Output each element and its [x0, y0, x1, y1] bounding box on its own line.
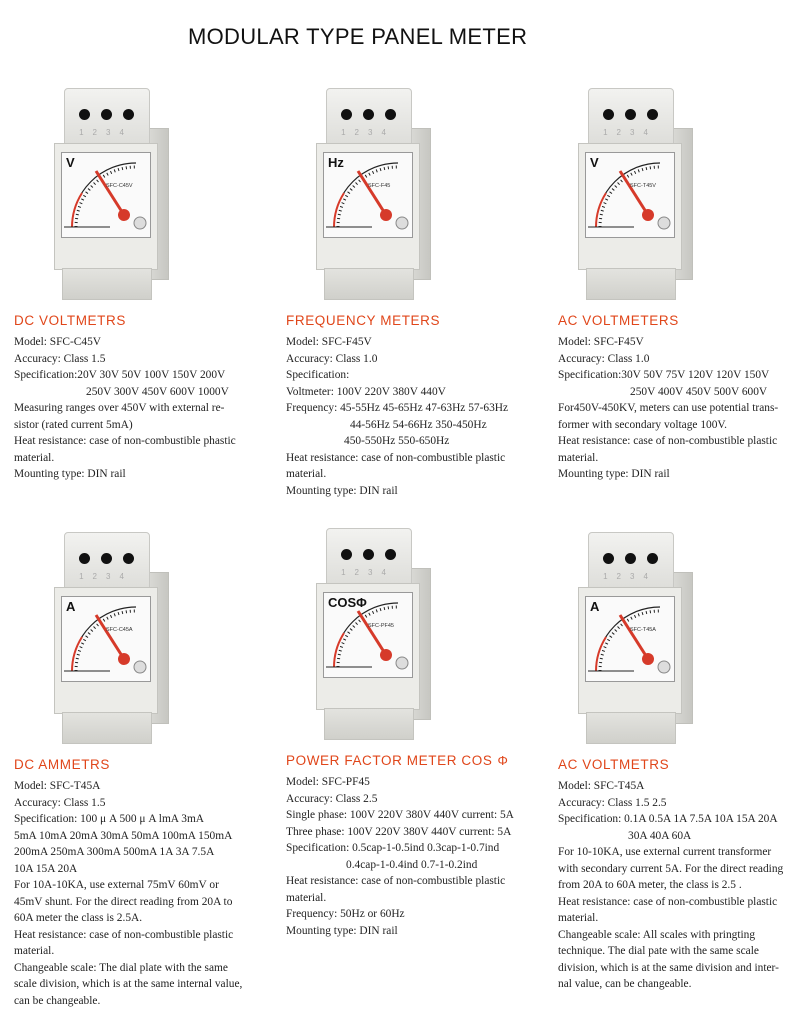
- terminal-numbers: 1234: [603, 128, 657, 137]
- description-line: Heat resistance: case of non-combustible plastic: [286, 451, 506, 464]
- description-line: For450V-450KV, meters can use potential trans-: [558, 402, 779, 414]
- dial-unit-symbol: A: [590, 599, 600, 614]
- product-card: [14, 532, 264, 1009]
- dial-model-label: SFC-T45V: [630, 183, 656, 189]
- terminal-screw: [123, 553, 134, 564]
- dial-model-label: SFC-C45A: [106, 627, 133, 633]
- terminal-screw: [341, 549, 352, 560]
- product-card: [286, 88, 536, 499]
- terminal-screw: [647, 553, 658, 564]
- product-description: [558, 778, 800, 993]
- product-heading: [558, 757, 800, 772]
- meter-dial: [61, 596, 151, 682]
- description-line: Model: SFC-C45V: [14, 336, 102, 348]
- description-line: Heat resistance: case of non-combustible phastic: [14, 435, 236, 447]
- dial-unit-symbol: COSΦ: [328, 595, 367, 610]
- terminal-screw: [79, 553, 90, 564]
- product-heading: [286, 313, 536, 328]
- description-line: Mounting type: DIN rail: [14, 468, 126, 480]
- meter-body: [54, 587, 158, 714]
- meter-terminal-block: [326, 88, 412, 150]
- description-line: Specification: 0.5cap-1-0.5ind 0.3cap-1-0.7ind: [286, 842, 500, 854]
- product-heading: [14, 313, 264, 328]
- description-line: Mounting type: DIN rail: [558, 468, 670, 480]
- description-line: Three phase: 100V 220V 380V 440V current: 5A: [286, 825, 512, 838]
- meter-image: [316, 88, 431, 303]
- description-line: 250V 400V 450V 500V 600V: [630, 385, 768, 398]
- meter-terminal-block: [64, 88, 150, 150]
- terminal-screw: [603, 109, 614, 120]
- description-line: Accuracy: Class 1.5: [14, 796, 106, 809]
- description-line: 450-550Hz 550-650Hz: [344, 435, 450, 447]
- terminal-screw: [79, 109, 90, 120]
- dial-unit-symbol: Hz: [328, 155, 344, 170]
- description-line: from 20A to 60A meter, the class is 2.5 .: [558, 879, 742, 891]
- product-heading-text: DC VOLTMETRS: [14, 313, 126, 328]
- description-line: Mounting type: DIN rail: [286, 484, 398, 497]
- description-line: 0.4cap-1-0.4ind 0.7-1-0.2ind: [346, 858, 478, 871]
- meter-body: [54, 143, 158, 270]
- phi-symbol: Φ: [497, 753, 509, 768]
- description-line: Heat resistance: case of non-combustible plastic: [14, 928, 234, 941]
- meter-body: [316, 583, 420, 710]
- description-line: 10A 15A 20A: [14, 862, 78, 875]
- description-line: Accuracy: Class 1.0: [558, 352, 650, 365]
- description-line: with secondary current 5A. For the direct reading: [558, 862, 784, 875]
- description-line: Heat resistance: case of non-combustible plastic: [558, 895, 778, 908]
- meter-din-clip: [62, 268, 152, 300]
- description-line: Model: SFC-F45V: [286, 336, 372, 348]
- page-title: MODULAR TYPE PANEL METER: [188, 24, 528, 49]
- description-line: material.: [558, 451, 599, 464]
- description-line: 60A meter the class is 2.5A.: [14, 912, 143, 924]
- dial-model-label: SFC-C45V: [106, 183, 133, 189]
- terminal-screw: [363, 549, 374, 560]
- terminal-screw: [625, 553, 636, 564]
- terminal-numbers: 1234: [341, 568, 395, 577]
- description-line: can be changeable.: [14, 994, 101, 1007]
- terminal-screw: [363, 109, 374, 120]
- meter-din-clip: [586, 268, 676, 300]
- description-line: Specification: 0.1A 0.5A 1A 7.5A 10A 15A 20A: [558, 813, 778, 825]
- description-line: Voltmeter: 100V 220V 380V 440V: [286, 385, 446, 398]
- terminal-screw: [385, 549, 396, 560]
- meter-dial: [61, 152, 151, 238]
- description-line: Changeable scale: All scales with pringting: [558, 928, 756, 941]
- description-line: Changeable scale: The dial plate with the same: [14, 961, 228, 974]
- description-line: nal value, can be changeable.: [558, 978, 692, 990]
- terminal-numbers: 1234: [79, 128, 133, 137]
- product-description: [14, 334, 264, 483]
- dial-scale: [62, 153, 150, 237]
- dial-model-label: SFC-F45: [368, 183, 391, 189]
- dial-model-label: SFC-T45A: [630, 627, 656, 633]
- description-line: Heat resistance: case of non-combustible plastic: [558, 435, 778, 447]
- description-line: 5mA 10mA 20mA 30mA 50mA 100mA 150mA: [14, 829, 233, 842]
- description-line: 250V 300V 450V 600V 1000V: [86, 385, 229, 398]
- description-line: material.: [286, 468, 327, 480]
- terminal-screw: [603, 553, 614, 564]
- description-line: Model: SFC-PF45: [286, 776, 370, 788]
- description-line: scale division, which is at the same internal value,: [14, 978, 243, 990]
- product-description: [286, 774, 536, 939]
- terminal-screw: [647, 109, 658, 120]
- description-line: 30A 40A 60A: [628, 829, 692, 842]
- description-line: Model: SFC-T45A: [14, 780, 101, 792]
- product-description: [14, 778, 264, 1009]
- product-heading-text: AC VOLTMETRS: [558, 757, 670, 772]
- product-heading-text: AC VOLTMETERS: [558, 313, 679, 328]
- description-line: technique. The dial pate with the same scale: [558, 945, 759, 957]
- product-description: [286, 334, 536, 499]
- meter-terminal-block: [588, 88, 674, 150]
- description-line: Accuracy: Class 1.0: [286, 352, 378, 365]
- meter-terminal-block: [588, 532, 674, 594]
- dial-unit-symbol: V: [590, 155, 599, 170]
- description-line: Measuring ranges over 450V with external re-: [14, 402, 225, 414]
- dial-unit-symbol: V: [66, 155, 75, 170]
- terminal-numbers: 1234: [603, 572, 657, 581]
- description-line: Single phase: 100V 220V 380V 440V current: 5A: [286, 809, 514, 821]
- description-line: division, which is at the same division and inter-: [558, 961, 779, 974]
- meter-image: [54, 532, 169, 747]
- dial-scale: [586, 153, 674, 237]
- description-line: 44-56Hz 54-66Hz 350-450Hz: [350, 418, 487, 431]
- meter-image: [54, 88, 169, 303]
- description-line: Heat resistance: case of non-combustible plastic: [286, 875, 506, 887]
- product-card: [558, 532, 800, 993]
- meter-terminal-block: [64, 532, 150, 594]
- terminal-numbers: 1234: [341, 128, 395, 137]
- meter-body: [578, 143, 682, 270]
- meter-din-clip: [62, 712, 152, 744]
- dial-model-label: SFC-PF45: [368, 623, 394, 629]
- meter-dial: [585, 152, 675, 238]
- meter-terminal-block: [326, 528, 412, 590]
- terminal-numbers: 1234: [79, 572, 133, 581]
- product-heading-text: FREQUENCY METERS: [286, 313, 441, 328]
- description-line: material.: [14, 945, 55, 957]
- description-line: Specification:20V 30V 50V 100V 150V 200V: [14, 369, 226, 381]
- meter-dial: [323, 592, 413, 678]
- meter-image: [316, 528, 431, 743]
- description-line: Specification:: [286, 369, 350, 381]
- meter-din-clip: [324, 268, 414, 300]
- meter-dial: [585, 596, 675, 682]
- description-line: material.: [286, 891, 327, 904]
- description-line: Frequency: 50Hz or 60Hz: [286, 908, 405, 920]
- description-line: For 10-10KA, use external current transformer: [558, 846, 772, 858]
- description-line: Specification:30V 50V 75V 120V 120V 150V: [558, 369, 770, 381]
- description-line: 200mA 250mA 300mA 500mA 1A 3A 7.5A: [14, 846, 215, 858]
- product-card: [558, 88, 800, 483]
- terminal-screw: [123, 109, 134, 120]
- description-line: Model: SFC-T45A: [558, 780, 645, 792]
- description-line: Frequency: 45-55Hz 45-65Hz 47-63Hz 57-63Hz: [286, 402, 509, 414]
- description-line: 45mV shunt. For the direct reading from 20A to: [14, 895, 233, 908]
- product-card: [286, 528, 536, 939]
- meter-body: [578, 587, 682, 714]
- description-line: sistor (rated current 5mA): [14, 418, 133, 431]
- product-heading: [286, 753, 536, 768]
- product-heading: [558, 313, 800, 328]
- description-line: Specification: 100 μ A 500 μ A lmA 3mA: [14, 813, 205, 825]
- product-heading: [14, 757, 264, 772]
- terminal-screw: [625, 109, 636, 120]
- description-line: material.: [558, 912, 599, 924]
- meter-image: [578, 88, 693, 303]
- meter-din-clip: [586, 712, 676, 744]
- description-line: material.: [14, 451, 55, 464]
- description-line: Mounting type: DIN rail: [286, 924, 398, 937]
- meter-body: [316, 143, 420, 270]
- product-description: [558, 334, 800, 483]
- description-line: For 10A-10KA, use external 75mV 60mV or: [14, 879, 219, 891]
- meter-din-clip: [324, 708, 414, 740]
- description-line: Accuracy: Class 1.5: [14, 352, 106, 365]
- meter-image: [578, 532, 693, 747]
- terminal-screw: [101, 109, 112, 120]
- terminal-screw: [101, 553, 112, 564]
- product-card: [14, 88, 264, 483]
- terminal-screw: [341, 109, 352, 120]
- description-line: Accuracy: Class 2.5: [286, 792, 378, 805]
- product-heading-text: DC AMMETRS: [14, 757, 111, 772]
- description-line: Accuracy: Class 1.5 2.5: [558, 796, 667, 809]
- dial-unit-symbol: A: [66, 599, 76, 614]
- meter-dial: [323, 152, 413, 238]
- product-heading-text: POWER FACTOR METER COS: [286, 753, 493, 768]
- description-line: Model: SFC-F45V: [558, 336, 644, 348]
- description-line: former with secondary voltage 100V.: [558, 418, 728, 431]
- terminal-screw: [385, 109, 396, 120]
